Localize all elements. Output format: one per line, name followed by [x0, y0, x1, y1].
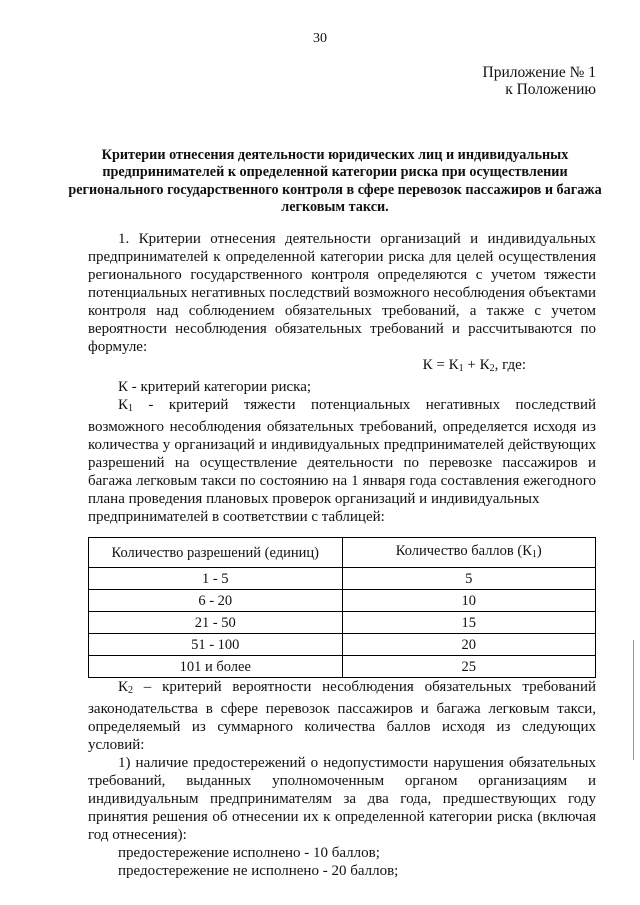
- k1-sub: 1: [128, 403, 134, 414]
- formula-tail: , где:: [494, 357, 526, 373]
- header-points: [342, 538, 596, 568]
- k1-symbol: К: [118, 397, 129, 413]
- condition-1-not-fulfilled: предостережение не исполнено - 20 баллов;: [118, 863, 399, 879]
- formula-sub2: 2: [489, 363, 495, 374]
- scan-edge-mark: [633, 640, 634, 760]
- table-row: [89, 568, 596, 590]
- cell-points: 25: [342, 656, 596, 678]
- cell-points: 15: [342, 612, 596, 634]
- cell-range: 21 - 50: [89, 612, 343, 634]
- cell-range: 6 - 20: [89, 590, 343, 612]
- table-row: [89, 590, 596, 612]
- k1-text: - критерий тяжести потенциальных негативных последствий возможного несоблюдения обязательных требований, определяется исходя из количества у организаций и индивидуальных предпринимателей действующих разрешений на осуществление деятельности по перевозке пассажиров и багажа легковым такси по состоянию на 1 января года составления ежегодного плана проведения плановых проверок организаций и индивидуальных: [88, 397, 596, 507]
- cell-points: 20: [342, 634, 596, 656]
- document-body: [88, 230, 596, 880]
- condition-1: 1) наличие предостережений о недопустимости нарушения обязательных требований, выданных уполномоченным органом организациям и индивидуальным предпринимателям за два года, предшествующих году принятия решения об отнесении их к определенной категории риска (включая год отнесения):: [88, 755, 596, 843]
- paragraph-1: 1. Критерии отнесения деятельности организаций и индивидуальных предпринимателей к определенной категории риска для целей осуществления регионального государственного контроля определяются с учетом тяжести потенциальных негативных последствий возможного несоблюдения объектами контроля над соблюдением обязательных требований, а также с учетом вероятности несоблюдения обязательных требований и рассчитываются по формуле:: [88, 231, 596, 355]
- table-row: [89, 634, 596, 656]
- header-permits: Количество разрешений (единиц): [89, 538, 343, 568]
- k2-sub: 2: [128, 685, 134, 696]
- cell-range: 1 - 5: [89, 568, 343, 590]
- header-points-prefix: Количество баллов (К: [395, 542, 532, 559]
- table-header-row: [89, 538, 596, 568]
- definition-k1-last-line: предпринимателей в соответствии с таблицей:: [88, 509, 385, 525]
- k2-symbol: К: [118, 679, 129, 695]
- formula: [88, 356, 596, 378]
- annex-heading: [483, 64, 596, 98]
- annex-line-2: к Положению: [505, 81, 596, 98]
- k2-text: – критерий вероятности несоблюдения обязательных требований законодательства в сфере перевозок пассажиров и багажа легковым такси, определяемый из суммарного количества баллов исходя из следующих условий:: [88, 679, 596, 753]
- definition-k1: [88, 396, 596, 508]
- table-row: [89, 656, 596, 678]
- points-table: [88, 537, 596, 678]
- annex-line-1: Приложение № 1: [482, 64, 596, 81]
- formula-sub1: 1: [458, 363, 464, 374]
- formula-plus: + К: [463, 357, 490, 373]
- definition-k2: [88, 678, 596, 754]
- cell-range: 51 - 100: [89, 634, 343, 656]
- formula-k: К = К: [422, 357, 459, 373]
- page-number: 30: [313, 31, 327, 46]
- cell-range: 101 и более: [89, 656, 343, 678]
- header-points-suffix: ): [536, 542, 542, 559]
- condition-1-fulfilled: предостережение исполнено - 10 баллов;: [118, 845, 380, 861]
- header-points-sub: 1: [531, 548, 537, 560]
- cell-points: 5: [342, 568, 596, 590]
- cell-points: 10: [342, 590, 596, 612]
- definition-k: К - критерий категории риска;: [118, 379, 312, 395]
- document-title: Критерии отнесения деятельности юридических лиц и индивидуальных предпринимателей к определенной категории риска при осуществлении регионального государственного контроля в сфере перевозок пассажиров и багажа легковым такси.: [68, 147, 602, 216]
- table-row: [89, 612, 596, 634]
